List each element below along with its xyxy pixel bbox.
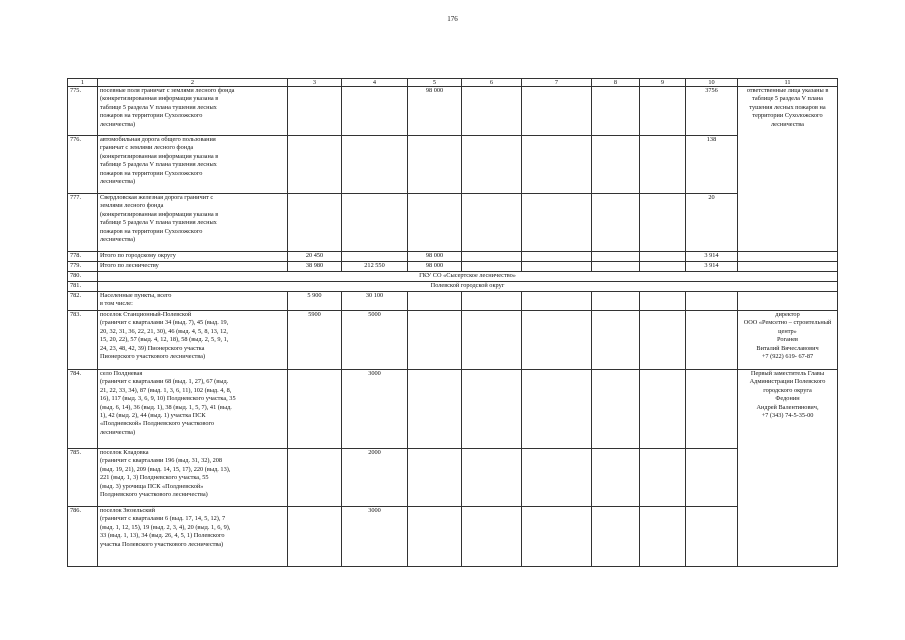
cell [288, 87, 342, 136]
cell [288, 370, 342, 449]
section-title: Полевской городской округ [98, 282, 838, 292]
object-name: посевные поля граничат с землями лесного фонда (конкретизированная информация указана в таблице 5 раздела V плана тушения лесных пожаров на территории Сухоложского лесничества) [98, 87, 288, 136]
forest-fire-table [67, 78, 838, 567]
cell [592, 136, 640, 194]
cell [640, 262, 686, 272]
cell [462, 252, 522, 262]
object-name: Населенные пункты, всего в том числе: [98, 292, 288, 311]
row-number: 783. [68, 311, 98, 370]
object-name: поселок Станционный-Полевской (граничит с кварталами 34 (выд. 7), 45 (выд. 19, 20, 32, 31, 36, 22, 21, 30), 46 (выд. 4, 5, 8, 13, 12, 15, 20, 22), 57 (выд. 4, 12, 18), 58 (выд. 2, 5, 9, 1, 24, 23, 48, 42, 39) Пионерского участка Пионерского участкового лесничества) [98, 311, 288, 370]
cell-col4: 2000 [342, 449, 408, 507]
object-name: поселок Зюзельский (граничит с кварталами 6 (выд. 17, 14, 5, 12), 7 (выд. 1, 12, 15), 19 (выд. 2, 3, 4), 20 (выд. 1, 6, 9), 33 (выд. 1, 13), 34 (выд. 26, 4, 5, 1) Полевского участка Полевского участкового лесничества) [98, 507, 288, 567]
responsible-note: директор ООО «Ремсетно – строительный центр» Роганев Виталий Вячеславович +7 (922) 619- 67-87 [738, 311, 838, 370]
cell [640, 311, 686, 370]
table-row [68, 370, 838, 449]
cell-col3: 38 980 [288, 262, 342, 272]
cell [462, 507, 522, 567]
cell [462, 292, 522, 311]
cell [288, 507, 342, 567]
header-cell: 9 [640, 79, 686, 87]
cell-col3: 5900 [288, 311, 342, 370]
cell [592, 252, 640, 262]
cell [522, 262, 592, 272]
cell [592, 507, 640, 567]
header-cell: 11 [738, 79, 838, 87]
row-number: 777. [68, 194, 98, 252]
cell-col3: 5 900 [288, 292, 342, 311]
cell [592, 292, 640, 311]
responsible-note: Первый заместитель Главы Администрации Полевского городского округа Федонин Андрей Валентинович, +7 (343) 74-5-35-00 [738, 370, 838, 567]
cell [408, 311, 462, 370]
table-row [68, 449, 838, 507]
cell [522, 370, 592, 449]
cell [592, 311, 640, 370]
cell [288, 194, 342, 252]
cell [522, 449, 592, 507]
cell [462, 194, 522, 252]
section-row [68, 272, 838, 282]
table-row [68, 507, 838, 567]
cell [640, 507, 686, 567]
cell-col10: 3 914 [686, 262, 738, 272]
cell [342, 252, 408, 262]
cell-col4: 212 550 [342, 262, 408, 272]
cell [738, 292, 838, 311]
row-number: 776. [68, 136, 98, 194]
cell [462, 449, 522, 507]
cell [640, 449, 686, 507]
column-number-row [68, 79, 838, 87]
cell [408, 507, 462, 567]
object-name: село Полдневая (граничит с кварталами 68 (выд. 1, 27), 67 (выд. 21, 22, 33, 34), 87 (выд. 1, 3, 6, 11), 102 (выд. 4, 8, 16), 117 (выд. 3, 6, 9, 10) Полдневского участка, 35 (выд. 6, 14), 36 (выд. 1), 38 (выд. 1, 5, 7), 41 (выд. 1), 42 (выд. 2), 44 (выд. 1) участка ПСК «Полдневской» Полдневского участкового лесничества) [98, 370, 288, 449]
cell [342, 194, 408, 252]
cell [738, 262, 838, 272]
cell [462, 87, 522, 136]
cell [686, 449, 738, 507]
cell [462, 311, 522, 370]
page-number: 176 [447, 15, 458, 23]
header-cell: 5 [408, 79, 462, 87]
cell-col5: 98 000 [408, 87, 462, 136]
row-number: 779. [68, 262, 98, 272]
table-row [68, 311, 838, 370]
cell [288, 136, 342, 194]
cell-col4: 3000 [342, 370, 408, 449]
cell [592, 194, 640, 252]
cell [408, 370, 462, 449]
cell [640, 87, 686, 136]
table-row [68, 262, 838, 272]
table-row [68, 252, 838, 262]
object-name: Итого по лесничеству [98, 262, 288, 272]
cell-col3: 20 450 [288, 252, 342, 262]
cell-col10: 138 [686, 136, 738, 194]
row-number: 785. [68, 449, 98, 507]
table-row [68, 292, 838, 311]
cell-col4: 30 100 [342, 292, 408, 311]
row-number: 786. [68, 507, 98, 567]
cell [640, 292, 686, 311]
table-row [68, 194, 838, 252]
object-name: Итого по городскому округу [98, 252, 288, 262]
cell [686, 507, 738, 567]
cell [522, 507, 592, 567]
cell-col5: 98 000 [408, 252, 462, 262]
cell [522, 194, 592, 252]
cell [592, 370, 640, 449]
cell [686, 311, 738, 370]
cell [522, 252, 592, 262]
cell [592, 262, 640, 272]
row-number: 780. [68, 272, 98, 282]
section-title: ГКУ СО «Сысертское лесничество» [98, 272, 838, 282]
object-name: автомобильная дорога общего пользования граничат с землями лесного фонда (конкретизированная информация указана в таблице 5 раздела V плана тушения лесных пожаров на территории Сухоложского лесничества) [98, 136, 288, 194]
cell [408, 449, 462, 507]
cell [342, 136, 408, 194]
cell [522, 311, 592, 370]
cell [592, 449, 640, 507]
cell-col10: 3 914 [686, 252, 738, 262]
cell [522, 87, 592, 136]
cell [462, 262, 522, 272]
row-number: 775. [68, 87, 98, 136]
row-number: 782. [68, 292, 98, 311]
cell-col10: 20 [686, 194, 738, 252]
cell [640, 194, 686, 252]
cell [522, 136, 592, 194]
cell [288, 449, 342, 507]
header-cell: 1 [68, 79, 98, 87]
cell [522, 292, 592, 311]
header-cell: 3 [288, 79, 342, 87]
table-row [68, 136, 838, 194]
cell [686, 370, 738, 449]
cell [640, 136, 686, 194]
cell [686, 292, 738, 311]
header-cell: 4 [342, 79, 408, 87]
object-name: Свердловская железная дорога граничит с землями лесного фонда (конкретизированная информация указана в таблице 5 раздела V плана тушения лесных пожаров на территории Сухоложского лесничества) [98, 194, 288, 252]
responsible-note: ответственные лица указаны в таблице 5 раздела V плана тушения лесных пожаров на территории Сухоложского лесничества [738, 87, 838, 252]
cell-col4: 3000 [342, 507, 408, 567]
row-number: 784. [68, 370, 98, 449]
header-cell: 2 [98, 79, 288, 87]
cell [342, 87, 408, 136]
header-cell: 7 [522, 79, 592, 87]
cell [462, 370, 522, 449]
header-cell: 10 [686, 79, 738, 87]
cell-col4: 5000 [342, 311, 408, 370]
cell [408, 136, 462, 194]
cell [640, 370, 686, 449]
header-cell: 8 [592, 79, 640, 87]
cell-col10: 3756 [686, 87, 738, 136]
table-row [68, 87, 838, 136]
cell [738, 252, 838, 262]
row-number: 778. [68, 252, 98, 262]
cell [592, 87, 640, 136]
cell [408, 292, 462, 311]
header-cell: 6 [462, 79, 522, 87]
cell [640, 252, 686, 262]
row-number: 781. [68, 282, 98, 292]
cell [408, 194, 462, 252]
section-row [68, 282, 838, 292]
cell-col5: 98 000 [408, 262, 462, 272]
cell [462, 136, 522, 194]
object-name: поселок Кладовка (граничит с кварталами 196 (выд. 31, 32), 208 (выд. 19, 21), 209 (выд. 14, 15, 17), 220 (выд. 13), 221 (выд. 1, 3) Полдневского участка, 55 (выд. 3) урочища ПСК «Полдневской» Полдневского участкового лесничества) [98, 449, 288, 507]
